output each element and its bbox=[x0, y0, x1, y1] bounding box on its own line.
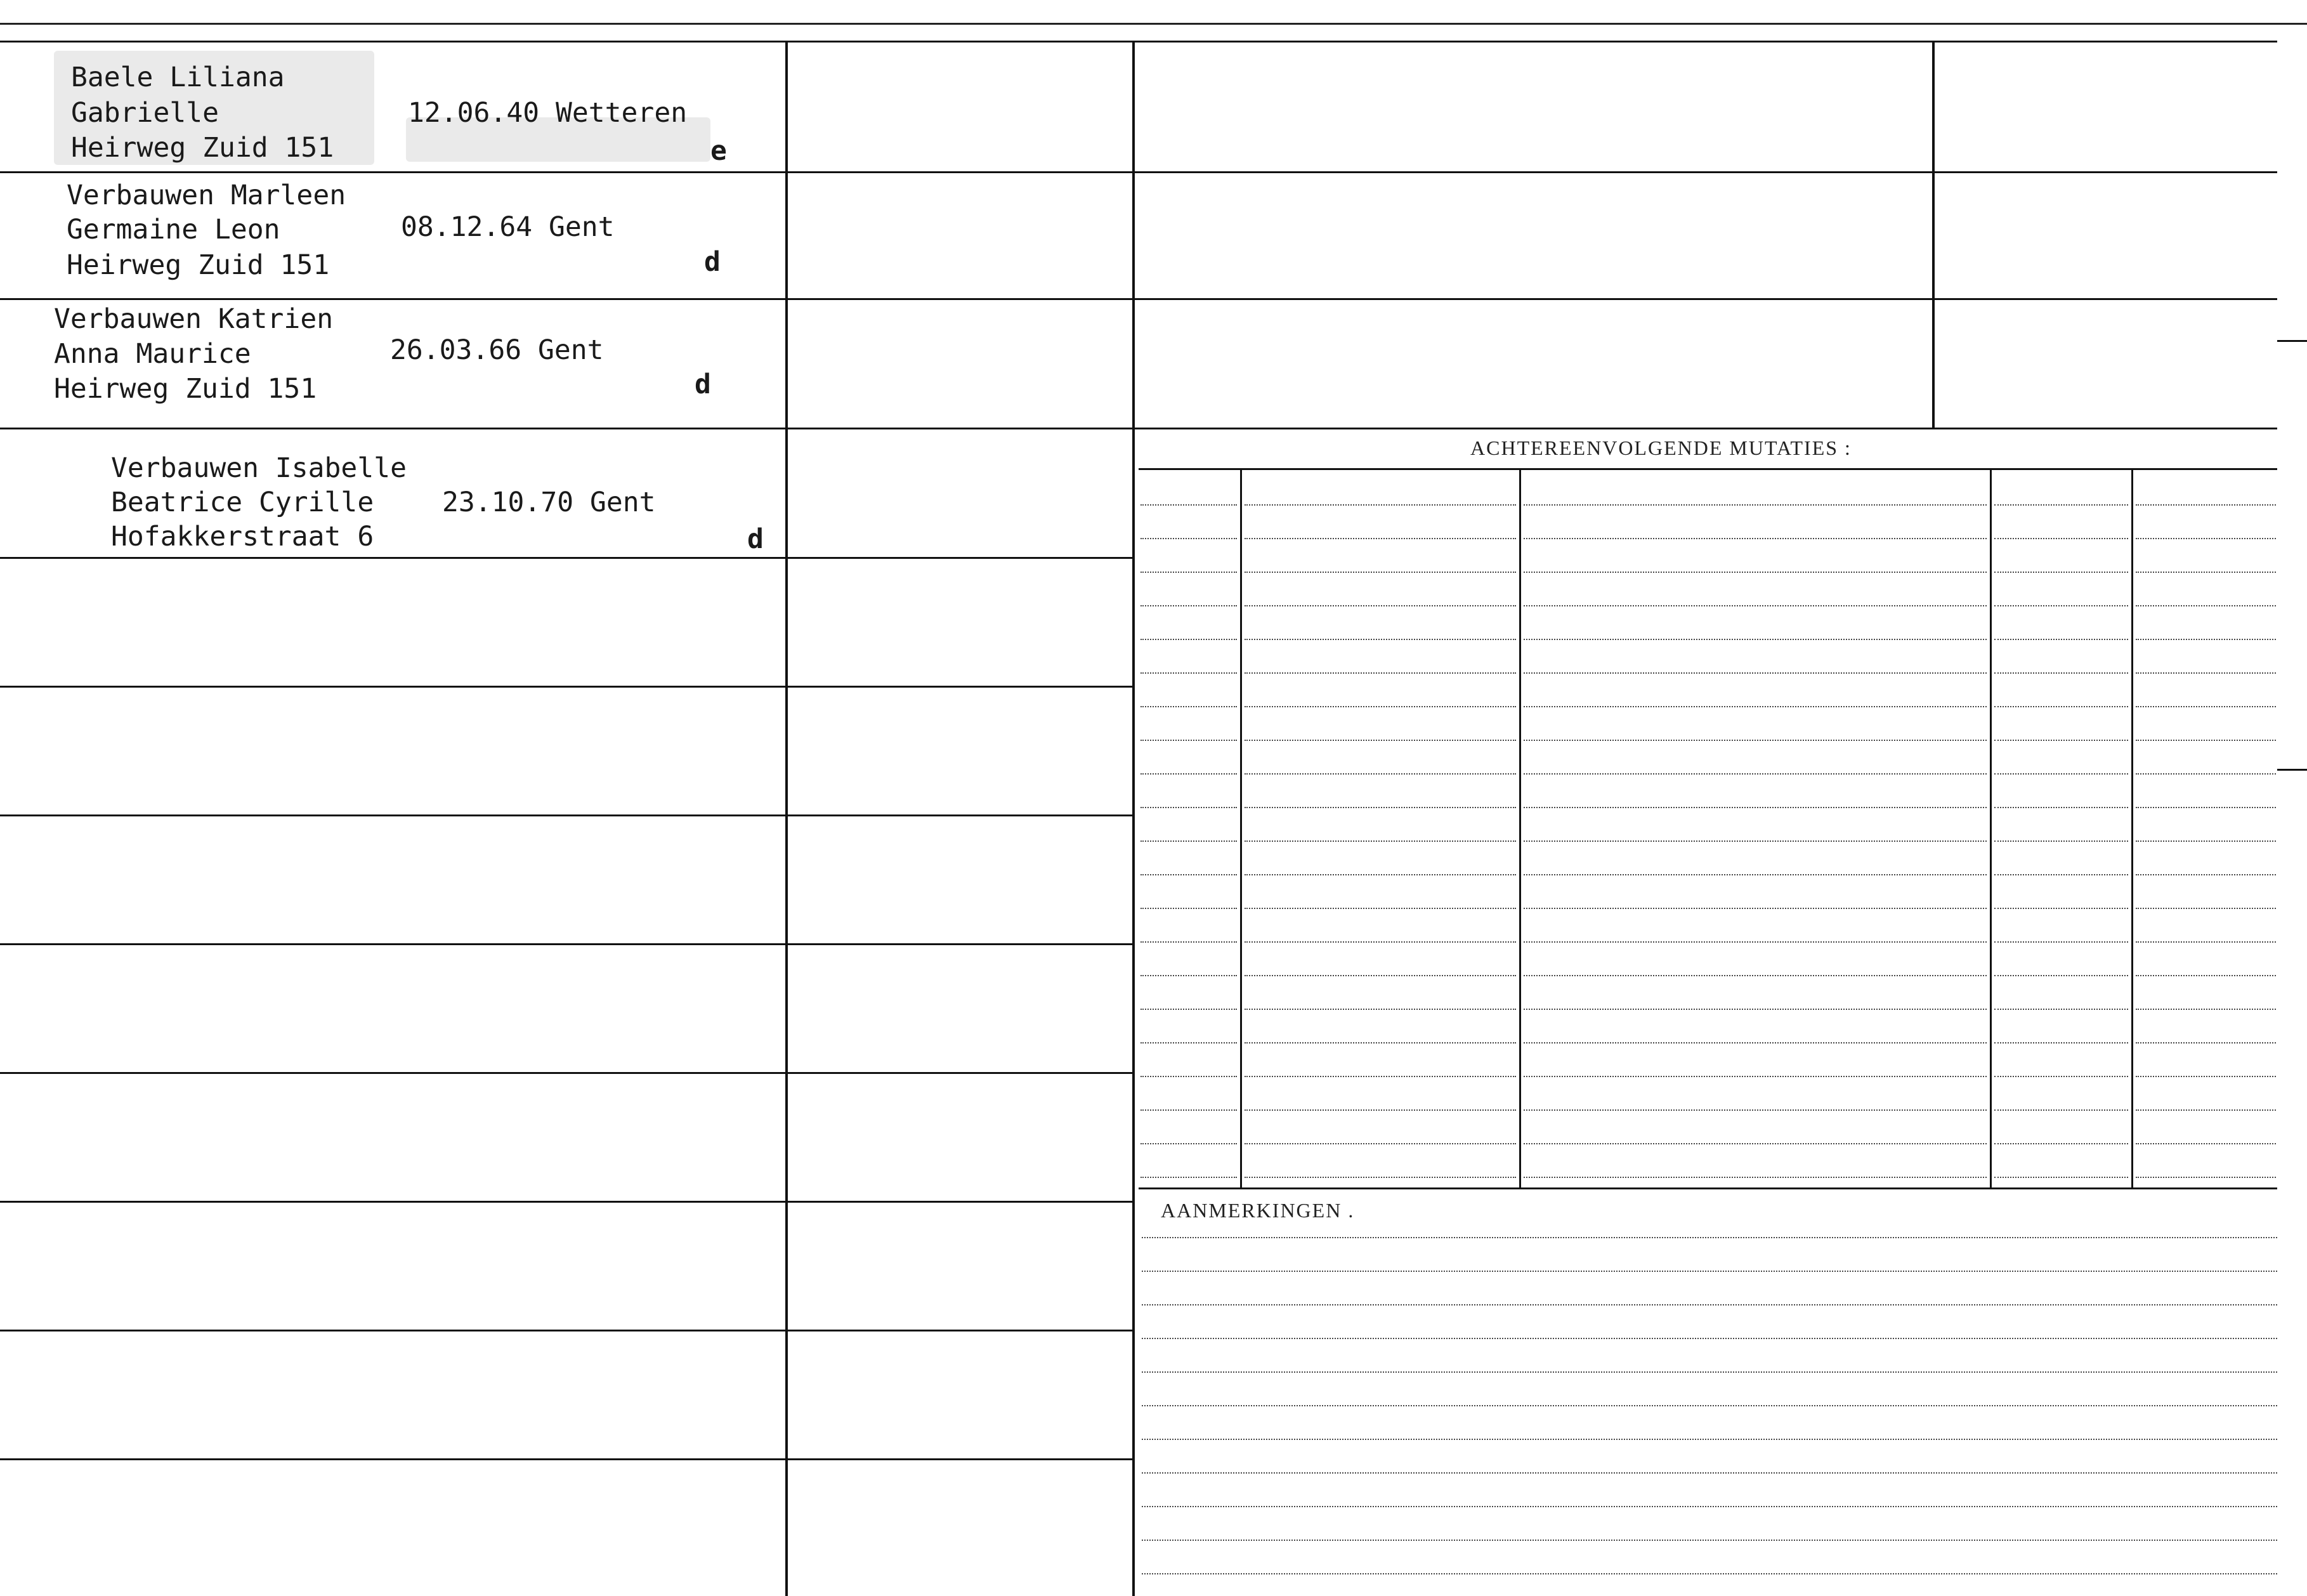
row-line bbox=[0, 1201, 1132, 1203]
mutation-rule bbox=[1524, 672, 1987, 674]
mutation-rule bbox=[1524, 740, 1987, 741]
mutation-rule bbox=[1524, 639, 1987, 640]
record-4-address: Hofakkerstraat 6 bbox=[111, 521, 374, 553]
mutation-rule bbox=[1994, 740, 2128, 741]
mutation-rule bbox=[1245, 874, 1516, 875]
mutation-rule bbox=[2136, 1009, 2276, 1010]
record-1-given-names: Gabrielle bbox=[71, 97, 219, 129]
mutation-rule bbox=[1994, 975, 2128, 976]
record-2-name: Verbauwen Marleen bbox=[67, 180, 346, 211]
mutation-rule bbox=[1245, 504, 1516, 506]
mutation-rule bbox=[1524, 1177, 1987, 1178]
mutation-rule bbox=[1245, 1009, 1516, 1010]
mutations-col-divider bbox=[1990, 469, 1992, 1189]
mutation-rule bbox=[1524, 538, 1987, 539]
mutation-rule bbox=[2136, 1109, 2276, 1111]
mutation-rule bbox=[2136, 975, 2276, 976]
mutation-rule bbox=[1524, 874, 1987, 875]
top-border bbox=[0, 41, 2277, 43]
column-divider-1 bbox=[785, 41, 788, 1596]
row-line bbox=[0, 171, 2277, 173]
mutation-rule bbox=[1524, 773, 1987, 775]
row-line bbox=[0, 686, 1132, 688]
mutation-rule bbox=[1140, 841, 1237, 842]
row-line bbox=[0, 428, 2277, 429]
mutation-rule bbox=[1994, 807, 2128, 808]
remark-rule bbox=[1142, 1371, 2277, 1373]
mutation-rule bbox=[1245, 572, 1516, 573]
mutation-rule bbox=[1140, 504, 1237, 506]
mutation-rule bbox=[2136, 639, 2276, 640]
record-2-given-names: Germaine Leon bbox=[67, 214, 280, 245]
record-2-code: d bbox=[704, 246, 721, 278]
mutation-rule bbox=[1994, 538, 2128, 539]
mutation-rule bbox=[1524, 807, 1987, 808]
mutation-rule bbox=[1524, 1042, 1987, 1043]
remark-rule bbox=[1142, 1304, 2277, 1305]
mutation-rule bbox=[1524, 941, 1987, 943]
record-1-code: e bbox=[710, 135, 727, 167]
row-line bbox=[0, 298, 2277, 300]
mutation-rule bbox=[1140, 639, 1237, 640]
remark-rule bbox=[1142, 1405, 2277, 1406]
mutations-col-divider bbox=[1519, 469, 1521, 1189]
mutations-table-top bbox=[1139, 468, 2277, 470]
mutation-rule bbox=[1245, 773, 1516, 775]
record-1-address: Heirweg Zuid 151 bbox=[71, 132, 334, 164]
mutation-rule bbox=[2136, 672, 2276, 674]
mutation-rule bbox=[1245, 639, 1516, 640]
mutation-rule bbox=[1140, 538, 1237, 539]
mutations-col-divider bbox=[1240, 469, 1242, 1189]
record-4-code: d bbox=[747, 523, 764, 555]
mutation-rule bbox=[1245, 1177, 1516, 1178]
mutation-rule bbox=[1994, 941, 2128, 943]
mutation-rule bbox=[1245, 706, 1516, 707]
mutation-rule bbox=[2136, 841, 2276, 842]
mutation-rule bbox=[1140, 740, 1237, 741]
remark-rule bbox=[1142, 1540, 2277, 1541]
mutation-rule bbox=[1524, 1076, 1987, 1077]
mutation-rule bbox=[2136, 605, 2276, 606]
mutation-rule bbox=[1524, 975, 1987, 976]
row-line bbox=[0, 1458, 1132, 1460]
record-3-code: d bbox=[695, 369, 711, 400]
record-2-address: Heirweg Zuid 151 bbox=[67, 249, 330, 281]
column-divider-3 bbox=[1932, 41, 1935, 428]
mutation-rule bbox=[1994, 1076, 2128, 1077]
mutation-rule bbox=[2136, 572, 2276, 573]
mutation-rule bbox=[1994, 605, 2128, 606]
mutation-rule bbox=[1524, 1009, 1987, 1010]
mutation-rule bbox=[1140, 1042, 1237, 1043]
mutation-rule bbox=[1140, 807, 1237, 808]
row-line bbox=[0, 557, 1132, 559]
mutation-rule bbox=[1994, 773, 2128, 775]
row-line bbox=[0, 943, 1132, 945]
record-3-name: Verbauwen Katrien bbox=[54, 303, 334, 335]
mutation-rule bbox=[1245, 908, 1516, 909]
mutation-rule bbox=[1245, 841, 1516, 842]
mutation-rule bbox=[2136, 1042, 2276, 1043]
mutation-rule bbox=[1524, 706, 1987, 707]
mutation-rule bbox=[2136, 706, 2276, 707]
remark-rule bbox=[1142, 1237, 2277, 1238]
mutation-rule bbox=[1245, 941, 1516, 943]
row-line bbox=[0, 814, 1132, 816]
remarks-title: AANMERKINGEN . bbox=[1161, 1199, 1355, 1222]
mutation-rule bbox=[1524, 841, 1987, 842]
remark-rule bbox=[1142, 1506, 2277, 1507]
mutation-rule bbox=[1245, 1042, 1516, 1043]
mutation-rule bbox=[2136, 773, 2276, 775]
row-line bbox=[0, 1330, 1132, 1331]
mutations-title: ACHTEREENVOLGENDE MUTATIES : bbox=[1470, 436, 1852, 459]
mutation-rule bbox=[1140, 908, 1237, 909]
mutation-rule bbox=[2136, 1143, 2276, 1144]
mutation-rule bbox=[1994, 1109, 2128, 1111]
record-1-birth: 12.06.40 Wetteren bbox=[408, 97, 688, 129]
mutation-rule bbox=[1524, 605, 1987, 606]
mutation-rule bbox=[1994, 1042, 2128, 1043]
column-divider-2 bbox=[1132, 41, 1135, 1596]
mutation-rule bbox=[2136, 941, 2276, 943]
mutation-rule bbox=[1245, 1076, 1516, 1077]
remark-rule bbox=[1142, 1439, 2277, 1440]
mutation-rule bbox=[1994, 908, 2128, 909]
mutation-rule bbox=[1524, 1143, 1987, 1144]
mutation-rule bbox=[1140, 1143, 1237, 1144]
mutation-rule bbox=[2136, 1076, 2276, 1077]
margin-tick bbox=[2277, 769, 2307, 771]
mutation-rule bbox=[1994, 874, 2128, 875]
mutation-rule bbox=[2136, 807, 2276, 808]
mutation-rule bbox=[1524, 572, 1987, 573]
mutation-rule bbox=[1994, 1009, 2128, 1010]
record-4-birth: 23.10.70 Gent bbox=[442, 487, 656, 518]
mutation-rule bbox=[1140, 672, 1237, 674]
mutation-rule bbox=[1524, 504, 1987, 506]
remark-rule bbox=[1142, 1472, 2277, 1474]
mutation-rule bbox=[1994, 572, 2128, 573]
remark-rule bbox=[1142, 1338, 2277, 1339]
mutation-rule bbox=[1994, 1177, 2128, 1178]
mutation-rule bbox=[1245, 605, 1516, 606]
mutation-rule bbox=[2136, 504, 2276, 506]
mutation-rule bbox=[1524, 1109, 1987, 1111]
remark-rule bbox=[1142, 1573, 2277, 1574]
mutation-rule bbox=[1245, 672, 1516, 674]
record-4-given-names: Beatrice Cyrille bbox=[111, 487, 374, 518]
mutation-rule bbox=[1245, 538, 1516, 539]
mutation-rule bbox=[1994, 706, 2128, 707]
mutation-rule bbox=[1140, 1076, 1237, 1077]
record-3-given-names: Anna Maurice bbox=[54, 338, 251, 370]
mutation-rule bbox=[1245, 1109, 1516, 1111]
mutation-rule bbox=[1140, 773, 1237, 775]
mutation-rule bbox=[1140, 572, 1237, 573]
margin-tick bbox=[2277, 340, 2307, 342]
mutation-rule bbox=[1524, 908, 1987, 909]
mutation-rule bbox=[1994, 639, 2128, 640]
top-edge-line bbox=[0, 23, 2307, 25]
record-3-birth: 26.03.66 Gent bbox=[390, 334, 604, 366]
mutation-rule bbox=[1140, 605, 1237, 606]
mutation-rule bbox=[1140, 706, 1237, 707]
mutation-rule bbox=[1140, 1109, 1237, 1111]
mutation-rule bbox=[1245, 975, 1516, 976]
record-4-name: Verbauwen Isabelle bbox=[111, 452, 407, 484]
mutation-rule bbox=[1140, 941, 1237, 943]
remark-rule bbox=[1142, 1271, 2277, 1272]
mutation-rule bbox=[2136, 874, 2276, 875]
mutations-col-divider bbox=[2131, 469, 2133, 1189]
mutations-table-bottom bbox=[1139, 1187, 2277, 1189]
mutation-rule bbox=[1994, 841, 2128, 842]
mutation-rule bbox=[1140, 874, 1237, 875]
mutation-rule bbox=[2136, 538, 2276, 539]
mutation-rule bbox=[1245, 807, 1516, 808]
record-3-address: Heirweg Zuid 151 bbox=[54, 373, 317, 405]
mutation-rule bbox=[1140, 975, 1237, 976]
mutation-rule bbox=[1994, 1143, 2128, 1144]
mutation-rule bbox=[1140, 1009, 1237, 1010]
mutation-rule bbox=[1245, 1143, 1516, 1144]
mutation-rule bbox=[2136, 740, 2276, 741]
record-1-name: Baele Liliana bbox=[71, 62, 285, 93]
record-2-birth: 08.12.64 Gent bbox=[401, 211, 615, 243]
mutation-rule bbox=[1140, 1177, 1237, 1178]
row-line bbox=[0, 1072, 1132, 1074]
mutation-rule bbox=[1245, 740, 1516, 741]
mutation-rule bbox=[1994, 672, 2128, 674]
mutation-rule bbox=[1994, 504, 2128, 506]
mutation-rule bbox=[2136, 1177, 2276, 1178]
mutation-rule bbox=[2136, 908, 2276, 909]
